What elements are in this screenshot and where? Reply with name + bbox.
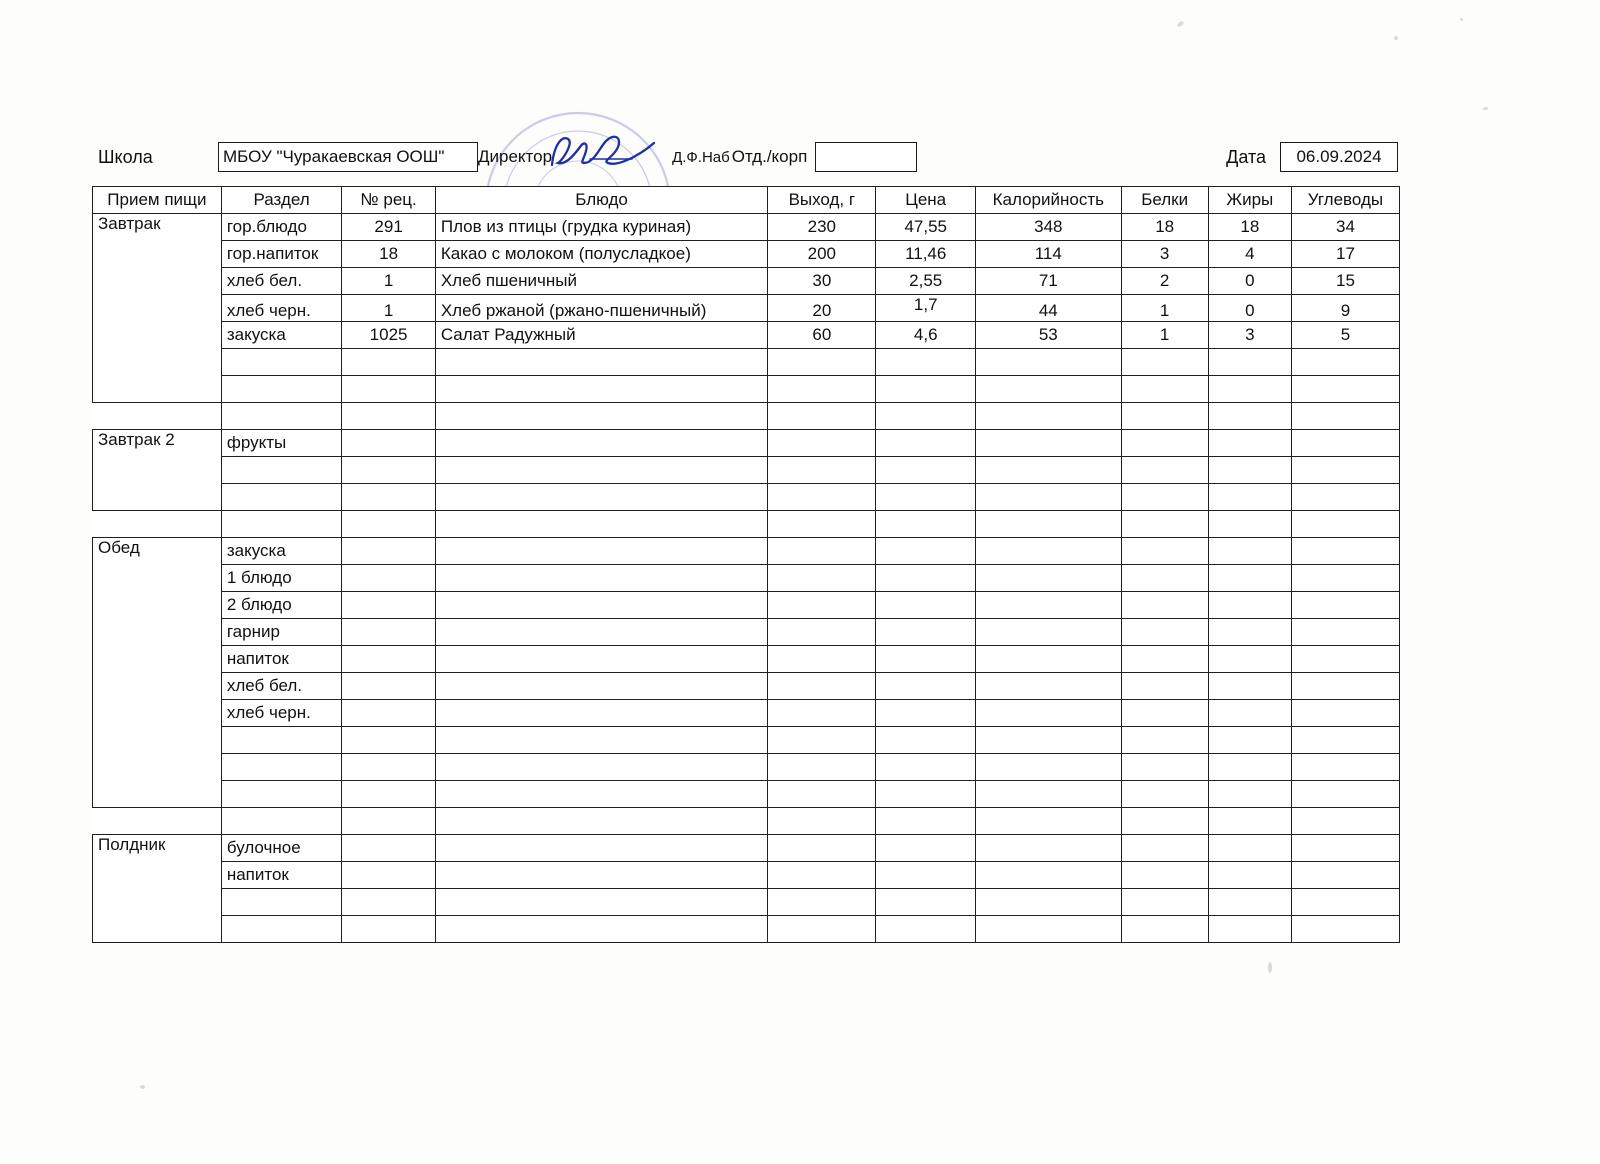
- price-cell[interactable]: [876, 916, 976, 943]
- scan-speck: [1460, 18, 1463, 21]
- carbs-cell[interactable]: 17: [1291, 241, 1399, 268]
- section-cell[interactable]: [221, 349, 342, 376]
- scan-speck: [1176, 20, 1184, 27]
- scan-speck: [1483, 107, 1488, 110]
- department-label: Отд./корп: [731, 147, 808, 166]
- recipe-number-cell[interactable]: [342, 484, 436, 511]
- output-cell[interactable]: [768, 349, 876, 376]
- fat-cell[interactable]: [1208, 457, 1291, 484]
- calories-cell[interactable]: [976, 889, 1121, 916]
- calories-cell[interactable]: 348: [976, 214, 1121, 241]
- protein-cell[interactable]: [1121, 889, 1208, 916]
- dish-name-cell[interactable]: [435, 538, 767, 565]
- carbs-cell[interactable]: [1291, 700, 1399, 727]
- price-cell[interactable]: [876, 592, 976, 619]
- carbs-cell[interactable]: [1291, 727, 1399, 754]
- carbs-cell[interactable]: [1291, 781, 1399, 808]
- carbs-cell[interactable]: [1291, 592, 1399, 619]
- director-name: Д.Ф.Наб: [672, 148, 730, 166]
- carbs-cell[interactable]: 5: [1291, 322, 1399, 349]
- meal-name-cell: Полдник: [93, 835, 222, 943]
- column-header-recipe: № рец.: [342, 187, 436, 214]
- table-row: [93, 295, 1400, 322]
- column-header-section: Раздел: [221, 187, 342, 214]
- price-cell[interactable]: 11,46: [876, 241, 976, 268]
- calories-cell[interactable]: [976, 646, 1121, 673]
- protein-cell[interactable]: [1121, 754, 1208, 781]
- price-cell[interactable]: [876, 835, 976, 862]
- protein-cell[interactable]: 3: [1121, 241, 1208, 268]
- column-header-calories: Калорийность: [976, 187, 1121, 214]
- calories-cell[interactable]: [976, 484, 1121, 511]
- dish-name-cell[interactable]: [435, 646, 767, 673]
- recipe-number-cell[interactable]: [342, 619, 436, 646]
- calories-cell[interactable]: [976, 727, 1121, 754]
- recipe-number-cell[interactable]: [342, 376, 436, 403]
- recipe-number-cell[interactable]: [342, 862, 436, 889]
- price-cell[interactable]: [876, 889, 976, 916]
- calories-cell[interactable]: [976, 349, 1121, 376]
- output-cell[interactable]: [768, 619, 876, 646]
- carbs-cell[interactable]: 15: [1291, 268, 1399, 295]
- output-cell[interactable]: [768, 889, 876, 916]
- protein-cell[interactable]: [1121, 700, 1208, 727]
- recipe-number-cell[interactable]: [342, 916, 436, 943]
- calories-cell[interactable]: [976, 673, 1121, 700]
- output-cell[interactable]: 20: [768, 295, 876, 322]
- calories-cell[interactable]: [976, 781, 1121, 808]
- section-cell[interactable]: [221, 916, 342, 943]
- carbs-cell[interactable]: [1291, 673, 1399, 700]
- fat-cell[interactable]: 0: [1208, 268, 1291, 295]
- meal-name-cell: Завтрак: [93, 214, 222, 403]
- table-row: [93, 538, 1400, 565]
- fat-cell[interactable]: [1208, 754, 1291, 781]
- fat-cell[interactable]: [1208, 889, 1291, 916]
- table-row: [93, 646, 1400, 673]
- output-cell[interactable]: [768, 565, 876, 592]
- table-row: [93, 727, 1400, 754]
- section-cell[interactable]: [221, 727, 342, 754]
- protein-cell[interactable]: [1121, 376, 1208, 403]
- dish-name-cell[interactable]: [435, 754, 767, 781]
- carbs-cell[interactable]: [1291, 754, 1399, 781]
- recipe-number-cell[interactable]: [342, 565, 436, 592]
- column-header-price: Цена: [876, 187, 976, 214]
- section-cell[interactable]: [221, 781, 342, 808]
- output-cell[interactable]: 30: [768, 268, 876, 295]
- output-cell[interactable]: [768, 862, 876, 889]
- price-cell[interactable]: [876, 727, 976, 754]
- group-separator: [93, 403, 1400, 430]
- price-cell[interactable]: 2,55: [876, 268, 976, 295]
- protein-cell[interactable]: 1: [1121, 295, 1208, 322]
- fat-cell[interactable]: 18: [1208, 214, 1291, 241]
- section-cell[interactable]: [221, 457, 342, 484]
- fat-cell[interactable]: [1208, 646, 1291, 673]
- group-separator: [93, 511, 1400, 538]
- dish-name-cell[interactable]: Салат Радужный: [435, 322, 767, 349]
- signature-icon: [544, 129, 674, 175]
- section-cell[interactable]: хлеб черн.: [221, 295, 342, 322]
- section-cell[interactable]: [221, 889, 342, 916]
- protein-cell[interactable]: [1121, 862, 1208, 889]
- price-cell[interactable]: [876, 673, 976, 700]
- price-cell[interactable]: [876, 376, 976, 403]
- column-header-carbs: Углеводы: [1291, 187, 1399, 214]
- recipe-number-cell[interactable]: 1025: [342, 322, 436, 349]
- calories-cell[interactable]: [976, 700, 1121, 727]
- dish-name-cell[interactable]: [435, 673, 767, 700]
- calories-cell[interactable]: [976, 835, 1121, 862]
- table-row: [93, 322, 1400, 349]
- fat-cell[interactable]: [1208, 835, 1291, 862]
- output-cell[interactable]: 230: [768, 214, 876, 241]
- table-row: [93, 889, 1400, 916]
- price-cell[interactable]: [876, 538, 976, 565]
- dish-name-cell[interactable]: Хлеб пшеничный: [435, 268, 767, 295]
- price-cell[interactable]: [876, 781, 976, 808]
- table-row: [93, 862, 1400, 889]
- department-field[interactable]: [815, 142, 917, 172]
- section-cell[interactable]: [221, 754, 342, 781]
- output-cell[interactable]: [768, 538, 876, 565]
- dish-name-cell[interactable]: [435, 592, 767, 619]
- section-cell[interactable]: фрукты: [221, 430, 342, 457]
- recipe-number-cell[interactable]: [342, 457, 436, 484]
- protein-cell[interactable]: [1121, 619, 1208, 646]
- price-cell[interactable]: [876, 862, 976, 889]
- calories-cell[interactable]: [976, 862, 1121, 889]
- dish-name-cell[interactable]: Какао с молоком (полусладкое): [435, 241, 767, 268]
- carbs-cell[interactable]: [1291, 619, 1399, 646]
- protein-cell[interactable]: [1121, 673, 1208, 700]
- table-row: [93, 349, 1400, 376]
- recipe-number-cell[interactable]: [342, 349, 436, 376]
- table-row: [93, 268, 1400, 295]
- scan-speck: [1394, 36, 1398, 40]
- output-cell[interactable]: [768, 754, 876, 781]
- protein-cell[interactable]: [1121, 484, 1208, 511]
- carbs-cell[interactable]: [1291, 889, 1399, 916]
- calories-cell[interactable]: 44: [976, 295, 1121, 322]
- protein-cell[interactable]: 1: [1121, 322, 1208, 349]
- recipe-number-cell[interactable]: 1: [342, 295, 436, 322]
- fat-cell[interactable]: [1208, 781, 1291, 808]
- calories-cell[interactable]: [976, 376, 1121, 403]
- output-cell[interactable]: [768, 592, 876, 619]
- dish-name-cell[interactable]: [435, 889, 767, 916]
- recipe-number-cell[interactable]: [342, 700, 436, 727]
- protein-cell[interactable]: [1121, 430, 1208, 457]
- table-row: [93, 619, 1400, 646]
- calories-cell[interactable]: [976, 538, 1121, 565]
- fat-cell[interactable]: [1208, 376, 1291, 403]
- section-cell[interactable]: 1 блюдо: [221, 565, 342, 592]
- output-cell[interactable]: [768, 430, 876, 457]
- date-field[interactable]: 06.09.2024: [1280, 142, 1398, 172]
- protein-cell[interactable]: [1121, 592, 1208, 619]
- recipe-number-cell[interactable]: [342, 430, 436, 457]
- table-row: [93, 430, 1400, 457]
- group-separator: [93, 808, 1400, 835]
- section-cell[interactable]: [221, 376, 342, 403]
- carbs-cell[interactable]: [1291, 862, 1399, 889]
- protein-cell[interactable]: [1121, 646, 1208, 673]
- dish-name-cell[interactable]: [435, 349, 767, 376]
- calories-cell[interactable]: [976, 592, 1121, 619]
- carbs-cell[interactable]: [1291, 376, 1399, 403]
- carbs-cell[interactable]: [1291, 565, 1399, 592]
- protein-cell[interactable]: [1121, 349, 1208, 376]
- section-cell[interactable]: хлеб бел.: [221, 268, 342, 295]
- price-cell[interactable]: [876, 457, 976, 484]
- carbs-cell[interactable]: [1291, 430, 1399, 457]
- calories-cell[interactable]: 71: [976, 268, 1121, 295]
- calories-cell[interactable]: [976, 430, 1121, 457]
- output-cell[interactable]: [768, 781, 876, 808]
- carbs-cell[interactable]: [1291, 538, 1399, 565]
- recipe-number-cell[interactable]: 1: [342, 268, 436, 295]
- carbs-cell[interactable]: 34: [1291, 214, 1399, 241]
- section-cell[interactable]: закуска: [221, 538, 342, 565]
- fat-cell[interactable]: [1208, 619, 1291, 646]
- school-name-field[interactable]: МБОУ "Чуракаевская ООШ": [218, 142, 478, 172]
- protein-cell[interactable]: [1121, 457, 1208, 484]
- fat-cell[interactable]: [1208, 592, 1291, 619]
- carbs-cell[interactable]: [1291, 457, 1399, 484]
- output-cell[interactable]: [768, 646, 876, 673]
- price-cell[interactable]: [876, 430, 976, 457]
- fat-cell[interactable]: [1208, 727, 1291, 754]
- protein-cell[interactable]: [1121, 835, 1208, 862]
- table-row: [93, 214, 1400, 241]
- recipe-number-cell[interactable]: 291: [342, 214, 436, 241]
- section-cell[interactable]: хлеб черн.: [221, 700, 342, 727]
- section-cell[interactable]: гор.блюдо: [221, 214, 342, 241]
- protein-cell[interactable]: [1121, 781, 1208, 808]
- fat-cell[interactable]: 4: [1208, 241, 1291, 268]
- fat-cell[interactable]: [1208, 916, 1291, 943]
- dish-name-cell[interactable]: Плов из птицы (грудка куриная): [435, 214, 767, 241]
- section-cell[interactable]: гор.напиток: [221, 241, 342, 268]
- section-cell[interactable]: булочное: [221, 835, 342, 862]
- recipe-number-cell[interactable]: [342, 538, 436, 565]
- fat-cell[interactable]: [1208, 430, 1291, 457]
- carbs-cell[interactable]: [1291, 484, 1399, 511]
- recipe-number-cell[interactable]: [342, 592, 436, 619]
- table-row: [93, 781, 1400, 808]
- price-cell[interactable]: [876, 349, 976, 376]
- protein-cell[interactable]: [1121, 538, 1208, 565]
- meal-name-cell: Завтрак 2: [93, 430, 222, 511]
- calories-cell[interactable]: [976, 565, 1121, 592]
- price-cell[interactable]: [876, 754, 976, 781]
- price-cell[interactable]: [876, 484, 976, 511]
- recipe-number-cell[interactable]: [342, 781, 436, 808]
- dish-name-cell[interactable]: [435, 484, 767, 511]
- fat-cell[interactable]: [1208, 484, 1291, 511]
- date-label: Дата: [1226, 146, 1266, 167]
- price-cell[interactable]: 1,7: [876, 295, 976, 322]
- table-row: [93, 376, 1400, 403]
- table-row: [93, 673, 1400, 700]
- fat-cell[interactable]: 0: [1208, 295, 1291, 322]
- calories-cell[interactable]: [976, 619, 1121, 646]
- protein-cell[interactable]: 18: [1121, 214, 1208, 241]
- output-cell[interactable]: [768, 727, 876, 754]
- dish-name-cell[interactable]: [435, 835, 767, 862]
- fat-cell[interactable]: [1208, 862, 1291, 889]
- output-cell[interactable]: [768, 835, 876, 862]
- table-row: [93, 241, 1400, 268]
- dish-name-cell[interactable]: [435, 727, 767, 754]
- output-cell[interactable]: [768, 484, 876, 511]
- protein-cell[interactable]: [1121, 916, 1208, 943]
- output-cell[interactable]: [768, 700, 876, 727]
- recipe-number-cell[interactable]: [342, 889, 436, 916]
- document-header: [98, 140, 1398, 174]
- column-header-output: Выход, г: [768, 187, 876, 214]
- price-cell[interactable]: 47,55: [876, 214, 976, 241]
- calories-cell[interactable]: [976, 754, 1121, 781]
- output-cell[interactable]: 60: [768, 322, 876, 349]
- price-cell[interactable]: [876, 565, 976, 592]
- output-cell[interactable]: 200: [768, 241, 876, 268]
- dish-name-cell[interactable]: [435, 457, 767, 484]
- dish-name-cell[interactable]: [435, 619, 767, 646]
- section-cell[interactable]: [221, 484, 342, 511]
- recipe-number-cell[interactable]: 18: [342, 241, 436, 268]
- recipe-number-cell[interactable]: [342, 646, 436, 673]
- price-cell[interactable]: 4,6: [876, 322, 976, 349]
- recipe-number-cell[interactable]: [342, 835, 436, 862]
- table-row: [93, 916, 1400, 943]
- calories-cell[interactable]: 53: [976, 322, 1121, 349]
- fat-cell[interactable]: [1208, 538, 1291, 565]
- section-cell[interactable]: хлеб бел.: [221, 673, 342, 700]
- column-header-fat: Жиры: [1208, 187, 1291, 214]
- dish-name-cell[interactable]: [435, 430, 767, 457]
- scan-speck: [1268, 962, 1272, 973]
- output-cell[interactable]: [768, 376, 876, 403]
- table-row: [93, 457, 1400, 484]
- output-cell[interactable]: [768, 916, 876, 943]
- section-cell[interactable]: 2 блюдо: [221, 592, 342, 619]
- meal-name-cell: Обед: [93, 538, 222, 808]
- carbs-cell[interactable]: [1291, 916, 1399, 943]
- price-cell[interactable]: [876, 646, 976, 673]
- fat-cell[interactable]: [1208, 565, 1291, 592]
- scan-speck: [140, 1085, 145, 1089]
- director-signature-slot: [552, 141, 672, 173]
- recipe-number-cell[interactable]: [342, 727, 436, 754]
- carbs-cell[interactable]: [1291, 646, 1399, 673]
- output-cell[interactable]: [768, 457, 876, 484]
- calories-cell[interactable]: 114: [976, 241, 1121, 268]
- price-cell[interactable]: [876, 700, 976, 727]
- table-header-row: [93, 187, 1400, 214]
- table-row: [93, 754, 1400, 781]
- protein-cell[interactable]: 2: [1121, 268, 1208, 295]
- dish-name-cell[interactable]: Хлеб ржаной (ржано-пшеничный): [435, 295, 767, 322]
- protein-cell[interactable]: [1121, 727, 1208, 754]
- menu-table: [92, 186, 1400, 943]
- recipe-number-cell[interactable]: [342, 754, 436, 781]
- column-header-dish: Блюдо: [435, 187, 767, 214]
- column-header-meal: Прием пищи: [93, 187, 222, 214]
- fat-cell[interactable]: [1208, 349, 1291, 376]
- table-row: [93, 700, 1400, 727]
- protein-cell[interactable]: [1121, 565, 1208, 592]
- fat-cell[interactable]: 3: [1208, 322, 1291, 349]
- table-row: [93, 592, 1400, 619]
- director-label: Директор: [478, 147, 553, 166]
- table-row: [93, 565, 1400, 592]
- dish-name-cell[interactable]: [435, 376, 767, 403]
- school-label: Школа: [98, 146, 153, 167]
- dish-name-cell[interactable]: [435, 862, 767, 889]
- carbs-cell[interactable]: 9: [1291, 295, 1399, 322]
- price-cell[interactable]: [876, 619, 976, 646]
- section-cell[interactable]: напиток: [221, 862, 342, 889]
- dish-name-cell[interactable]: [435, 565, 767, 592]
- dish-name-cell[interactable]: [435, 916, 767, 943]
- output-cell[interactable]: [768, 673, 876, 700]
- calories-cell[interactable]: [976, 457, 1121, 484]
- fat-cell[interactable]: [1208, 700, 1291, 727]
- table-row: [93, 484, 1400, 511]
- section-cell[interactable]: гарнир: [221, 619, 342, 646]
- recipe-number-cell[interactable]: [342, 673, 436, 700]
- dish-name-cell[interactable]: [435, 700, 767, 727]
- section-cell[interactable]: напиток: [221, 646, 342, 673]
- fat-cell[interactable]: [1208, 673, 1291, 700]
- table-row: [93, 835, 1400, 862]
- calories-cell[interactable]: [976, 916, 1121, 943]
- carbs-cell[interactable]: [1291, 349, 1399, 376]
- column-header-protein: Белки: [1121, 187, 1208, 214]
- carbs-cell[interactable]: [1291, 835, 1399, 862]
- table-body: [93, 214, 1400, 943]
- section-cell[interactable]: закуска: [221, 322, 342, 349]
- dish-name-cell[interactable]: [435, 781, 767, 808]
